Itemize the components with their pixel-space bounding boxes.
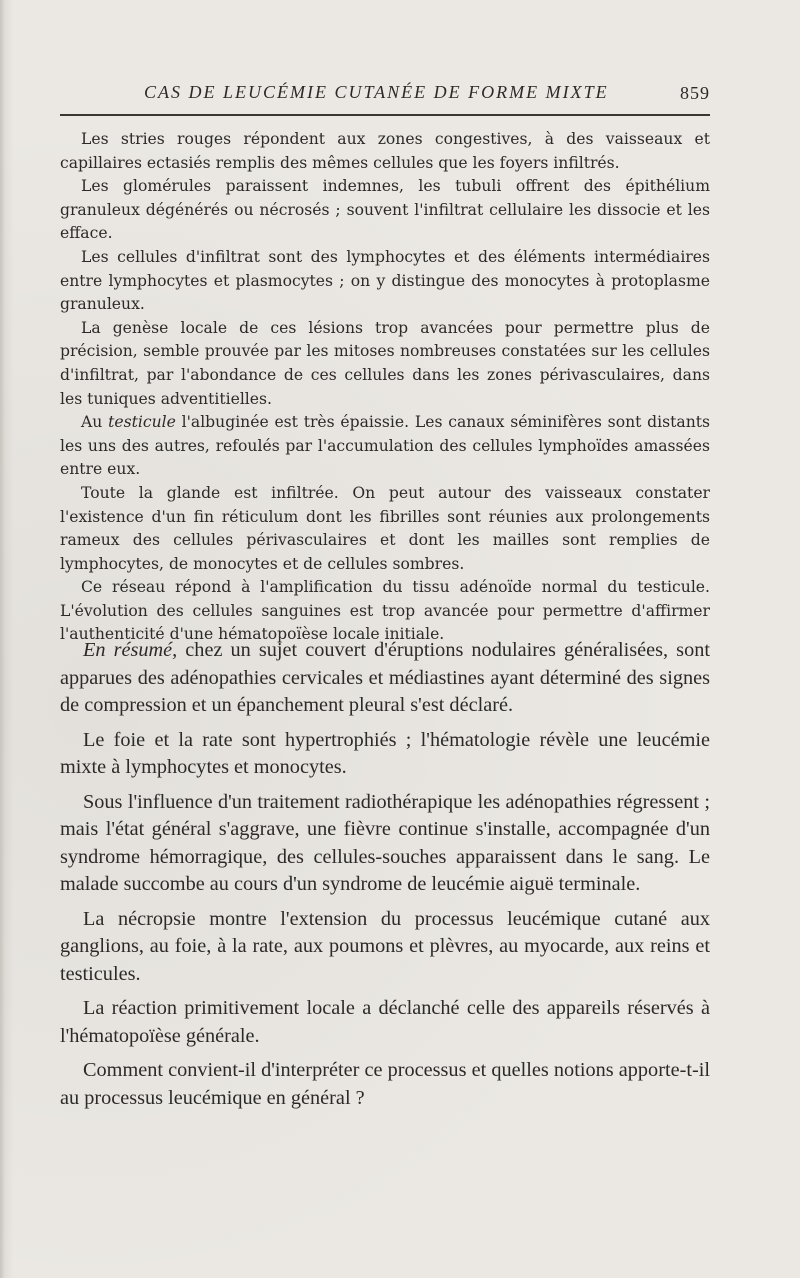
- paragraph-local-genesis: La genèse locale de ces lésions trop avancées pour permettre plus de précision, semble prouvée par les mitoses nombreuses constatées sur les cellules d'infiltrat, par l'abondance de ces cellules dans les zones périvasculaires, dans les tuniques adventitielles.: [60, 318, 710, 408]
- summary-paragraph-question: Comment convient-il d'interpréter ce processus et quelles notions apporte-t-il au processus leucémique en général ?: [60, 1059, 710, 1109]
- paragraph-congestive-zones: Les stries rouges répondent aux zones congestives, à des vaisseaux et capillaires ectasiés remplis des mêmes cellules que les foyers infiltrés.: [60, 130, 710, 172]
- page-number: 859: [680, 83, 710, 103]
- paragraph-glomerules: Les glomérules paraissent indemnes, les tubuli offrent des épithélium granuleux dégénérés ou nécrosés ; souvent l'infiltrat cellulaire les dissocie et les efface.: [60, 177, 710, 243]
- summary-paragraph-necropsy: La nécropsie montre l'extension du processus leucémique cutané aux ganglions, au foie, à la rate, aux poumons et plèvres, au myocarde, aux reins et testicules.: [60, 907, 710, 985]
- paragraph-gland-infiltrated: Toute la glande est infiltrée. On peut autour des vaisseaux constater l'existence d'un fin réticulum dont les fibrilles sont réunies aux prolongements rameux des cellules périvasculaires et dont les mailles sont remplies de lymphocytes, de monocytes et de cellules sombres.: [60, 483, 710, 573]
- page-header: [60, 82, 710, 116]
- paragraph-testicle: Au testicule l'albuginée est très épaissie. Les canaux séminifères sont distants les uns des autres, refoulés par l'accumulation des cellules lymphoïdes amassées entre eux.: [60, 413, 711, 479]
- summary-section: [60, 637, 710, 1119]
- summary-paragraph-resume: En résumé, chez un sujet couvert d'éruptions nodulaires généralisées, sont apparues des adénopathies cervicales et médiastines ayant déterminé des signes de compression et un épanchement pleural s'est déclaré.: [60, 639, 710, 716]
- detail-section: [60, 128, 710, 647]
- summary-paragraph-radiotherapy: Sous l'influence d'un traitement radiothérapique les adénopathies régressent ; mais l'état général s'aggrave, une fièvre continue s'installe, accompagnée d'un syndrome hémorragique, des cellules-souches apparaissent dans le sang. Le malade succombe au cours d'un syndrome de leucémie aiguë terminale.: [60, 790, 710, 895]
- summary-paragraph-liver-spleen: Le foie et la rate sont hypertrophiés ; l'hématologie révèle une leucémie mixte à lymphocytes et monocytes.: [60, 728, 710, 778]
- header-rule: [60, 114, 710, 116]
- emphasis-testicule: testicule: [108, 413, 176, 432]
- summary-paragraph-reaction: La réaction primitivement locale a déclanché celle des appareils réservés à l'hématopoïèse générale.: [60, 997, 710, 1047]
- paragraph-reticular-network: Ce réseau répond à l'amplification du tissu adénoïde normal du testicule. L'évolution des cellules sanguines est trop avancée pour permettre d'affirmer l'authenticité d'une hématopoïèse locale initiale.: [60, 578, 710, 644]
- paragraph-infiltrate-cells: Les cellules d'infiltrat sont des lymphocytes et des éléments intermédiaires entre lymphocytes et plasmocytes ; on y distingue des monocytes à protoplasme granuleux.: [60, 247, 710, 314]
- running-title: CAS DE LEUCÉMIE CUTANÉE DE FORME MIXTE: [144, 82, 609, 102]
- summary-lead: En résumé,: [83, 639, 178, 661]
